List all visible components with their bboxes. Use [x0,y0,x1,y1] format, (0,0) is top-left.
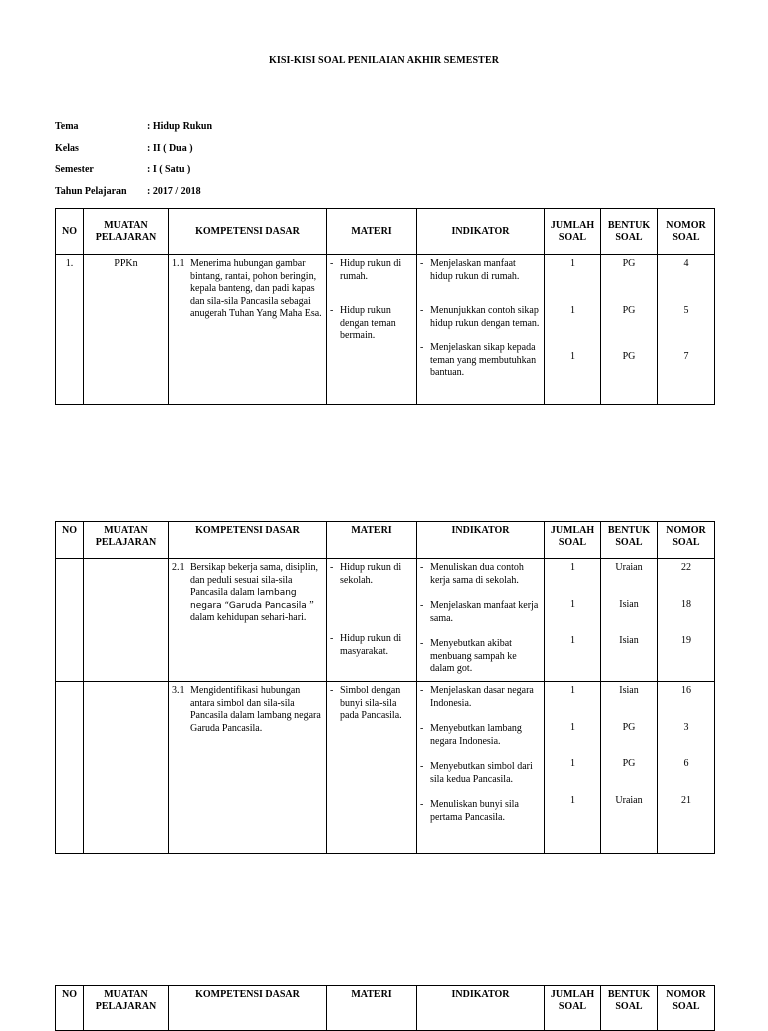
header-jumlah: JUMLAH SOAL [545,522,601,559]
kd-number: 3.1 [172,685,185,696]
meta-tema [55,121,212,132]
indikator-item: Menjelaskan sikap kepada teman yang membutuhkan bantuan. [430,342,537,378]
cell-indikator: - Menjelaskan dasar negara Indonesia. - Menyebutkan lambang negara Indonesia. - Menyebutkan simbol dari sila kedua Pancasila. - Menuliskan bunyi sila pertama Pancasila. [417,682,545,854]
cell-nomor: 22 18 19 [658,559,715,682]
kd-text: Menerima hubungan gambar bintang, rantai, pohon beringin, kepala banteng, dan padi kapas dan sila-sila Pancasila sebagai anugerah Tuhan Yang Maha Esa. [190,258,322,319]
indikator-item: Menuliskan dua contoh kerja sama di sekolah. [430,562,524,586]
meta-label: Semester [55,164,94,175]
header-no: NO [56,986,84,1031]
materi-item: Hidup rukun dengan teman bermain. [340,305,396,341]
cell-bentuk: Isian PG PG Uraian [601,682,658,854]
cell-kd [169,255,327,405]
header-indikator: INDIKATOR [417,209,545,255]
header-muatan: MUATAN PELAJARAN [84,209,169,255]
meta-value: : 2017 / 2018 [147,186,201,197]
header-kd: KOMPETENSI DASAR [169,986,327,1031]
table-row [56,255,715,405]
header-indikator: INDIKATOR [417,986,545,1031]
meta-label: Tema [55,121,79,132]
cell-no [56,559,84,682]
materi-item: Simbol dengan bunyi sila-sila pada Pancasila. [340,685,402,721]
header-nomor: NOMOR SOAL [658,522,715,559]
kd-number: 2.1 [172,562,185,573]
materi-item: Hidup rukun di rumah. [340,258,402,282]
indikator-item: Menjelaskan dasar negara Indonesia. [430,685,534,709]
kisi-table-2 [55,521,715,854]
meta-label: Kelas [55,143,79,154]
header-no: NO [56,522,84,559]
indikator-item: Menjelaskan manfaat kerja sama. [430,600,539,624]
header-jumlah: JUMLAH SOAL [545,986,601,1031]
header-materi: MATERI [327,209,417,255]
header-indikator: INDIKATOR [417,522,545,559]
materi-item: Hidup rukun di masyarakat. [340,633,402,657]
indikator-item: Menyebutkan akibat menbuang sampah ke dalam got. [430,638,517,674]
cell-kd [169,682,327,854]
document-title: KISI-KISI SOAL PENILAIAN AKHIR SEMESTER [268,55,500,66]
table-header-row [56,209,715,255]
indikator-item: Menuliskan bunyi sila pertama Pancasila. [430,799,519,823]
meta-value: : I ( Satu ) [147,164,191,175]
header-materi: MATERI [327,986,417,1031]
cell-muatan: PPKn [84,255,169,405]
table-row [56,682,715,854]
meta-value: : II ( Dua ) [147,143,193,154]
header-bentuk: BENTUK SOAL [601,522,658,559]
cell-muatan [84,559,169,682]
header-kd: KOMPETENSI DASAR [169,209,327,255]
header-nomor: NOMOR SOAL [658,209,715,255]
cell-jumlah: 1 1 1 [545,255,601,405]
header-muatan: MUATAN PELAJARAN [84,522,169,559]
header-no: NO [56,209,84,255]
cell-no: 1. [56,255,84,405]
cell-indikator: - Menjelaskan manfaat hidup rukun di rumah. - Menunjukkan contoh sikap hidup rukun dengan teman. - Menjelaskan sikap kepada teman yang membutuhkan bantuan. [417,255,545,405]
cell-bentuk: PG PG PG [601,255,658,405]
indikator-item: Menjelaskan manfaat hidup rukun di rumah. [430,258,520,282]
header-kd: KOMPETENSI DASAR [169,522,327,559]
indikator-item: Menunjukkan contoh sikap hidup rukun dengan teman. [430,305,540,329]
kd-text: Mengidentifikasi hubungan antara simbol dan sila-sila Pancasila dalam lambang negara Garuda Pancasila. [190,685,321,734]
header-materi: MATERI [327,522,417,559]
materi-item: Hidup rukun di sekolah. [340,562,402,586]
cell-materi: - Hidup rukun di rumah. - Hidup rukun dengan teman bermain. [327,255,417,405]
cell-muatan [84,682,169,854]
cell-bentuk: Uraian Isian Isian [601,559,658,682]
meta-label: Tahun Pelajaran [55,186,127,197]
header-muatan: MUATAN PELAJARAN [84,986,169,1031]
header-bentuk: BENTUK SOAL [601,986,658,1031]
cell-materi: - Simbol dengan bunyi sila-sila pada Pancasila. [327,682,417,854]
cell-kd [169,559,327,682]
header-jumlah: JUMLAH SOAL [545,209,601,255]
kd-text: Bersikap bekerja sama, disiplin, dan peduli sesuai sila-sila Pancasila dalam lambang negara “Garuda Pancasila ” dalam kehidupan sehari-hari. [190,562,319,623]
kd-number: 1.1 [172,258,185,269]
meta-value: : Hidup Rukun [147,121,213,132]
kisi-table-1 [55,208,715,405]
meta-semester [55,164,190,175]
table-header-row [56,522,715,559]
cell-indikator: - Menuliskan dua contoh kerja sama di sekolah. - Menjelaskan manfaat kerja sama. - Menyebutkan akibat menbuang sampah ke dalam got. [417,559,545,682]
indikator-item: Menyebutkan lambang negara Indonesia. [430,723,522,747]
indikator-item: Menyebutkan simbol dari sila kedua Pancasila. [430,761,533,785]
meta-tahun [55,186,201,197]
table-row [56,559,715,682]
cell-nomor: 4 5 7 [658,255,715,405]
header-bentuk: BENTUK SOAL [601,209,658,255]
kisi-table-3 [55,985,715,1031]
header-nomor: NOMOR SOAL [658,986,715,1031]
cell-no [56,682,84,854]
meta-kelas [55,143,193,154]
cell-nomor: 16 3 6 21 [658,682,715,854]
cell-jumlah: 1 1 1 1 [545,682,601,854]
cell-jumlah: 1 1 1 [545,559,601,682]
cell-materi: - Hidup rukun di sekolah. - Hidup rukun di masyarakat. [327,559,417,682]
